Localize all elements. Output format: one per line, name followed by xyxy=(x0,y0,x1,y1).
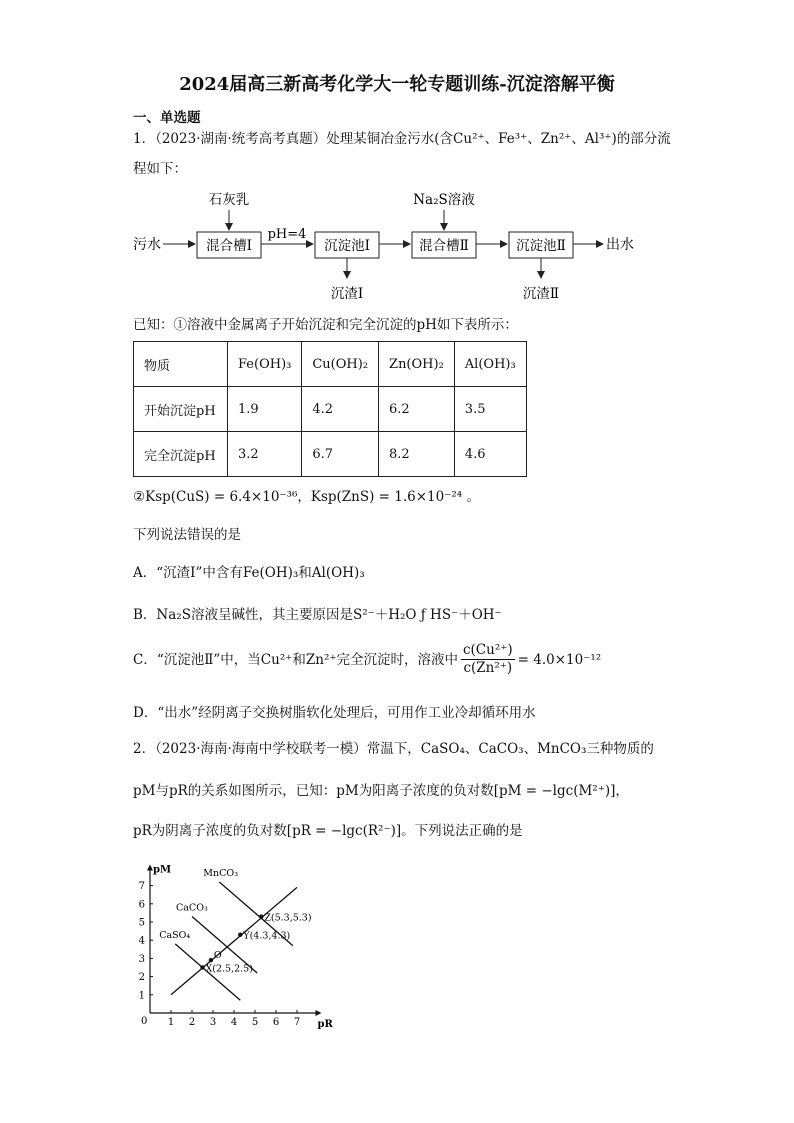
table-cell: 4.2 xyxy=(302,387,379,432)
flow-box2-label: 沉淀池Ⅰ xyxy=(324,238,370,254)
data-point xyxy=(259,914,263,918)
y-tick-label: 2 xyxy=(138,972,145,984)
q1-known1: 已知：①溶液中金属离子开始沉淀和完全沉淀的pH如下表所示： xyxy=(133,317,518,333)
y-tick-label: 5 xyxy=(138,917,145,929)
table-cell: 完全沉淀pH xyxy=(134,432,228,477)
series-label: CaSO₄ xyxy=(159,929,191,941)
flow-residue1: 沉渣Ⅰ xyxy=(330,286,364,302)
x-axis-label: pR xyxy=(317,1019,333,1030)
y-tick-label: 1 xyxy=(138,990,145,1002)
flow-box1-label: 混合槽Ⅰ xyxy=(206,238,252,254)
q1-line2: 程如下： xyxy=(133,161,187,177)
x-tick-label: 3 xyxy=(209,1017,217,1028)
fraction-numerator: c(Cu²⁺) xyxy=(462,642,513,658)
x-tick-label: 7 xyxy=(293,1017,301,1028)
table-cell: 8.2 xyxy=(379,432,455,477)
flow-reagent2: Na₂S溶液 xyxy=(413,192,475,208)
x-tick-label: 5 xyxy=(251,1017,259,1028)
x-tick-label: 1 xyxy=(167,1017,175,1028)
data-point xyxy=(238,933,242,937)
data-point-label: Z(5.3,5.3) xyxy=(264,912,312,924)
x-tick-label: 2 xyxy=(188,1017,196,1028)
table-header-cell: Al(OH)₃ xyxy=(454,342,526,387)
table-row xyxy=(134,387,527,432)
precipitation-table xyxy=(133,341,527,477)
q2-line3: pR为阴离子浓度的负对数[pR = −lgc(R²⁻)]。下列说法正确的是 xyxy=(133,823,523,839)
x-axis-arrow xyxy=(316,1010,322,1016)
x-tick-label: 6 xyxy=(272,1017,280,1028)
table-cell: 开始沉淀pH xyxy=(134,387,228,432)
flow-residue2: 沉渣Ⅱ xyxy=(522,286,560,302)
flow-diagram xyxy=(133,188,673,308)
y-tick-label: 4 xyxy=(138,935,145,947)
q1-option-a[interactable]: A．“沉渣Ⅰ”中含有Fe(OH)₃和Al(OH)₃ xyxy=(133,565,365,581)
y-tick-label: 3 xyxy=(138,953,145,965)
table-row xyxy=(134,432,527,477)
table-cell: 6.2 xyxy=(379,387,455,432)
y-tick-label: 7 xyxy=(138,881,145,893)
q1-option-d[interactable]: D．“出水”经阴离子交换树脂软化处理后，可用作工业冷却循环用水 xyxy=(133,705,536,721)
section-heading: 一、单选题 xyxy=(133,110,201,126)
fraction-denominator: c(Zn²⁺) xyxy=(463,660,513,676)
page-title: 2024届高三新高考化学大一轮专题训练-沉淀溶解平衡 xyxy=(179,74,615,95)
fraction xyxy=(461,642,515,677)
origin-label: 0 xyxy=(141,1016,148,1027)
table-cell: 3.2 xyxy=(228,432,302,477)
q1-option-c[interactable] xyxy=(133,642,601,677)
q1-option-b[interactable]: B．Na₂S溶液呈碱性，其主要原因是S²⁻＋H₂O ƒ HS⁻＋OH⁻ xyxy=(133,607,502,623)
data-point-label: X(2.5,2.5) xyxy=(205,963,253,975)
table-row xyxy=(134,342,527,387)
data-point-label: Y(4.3,4.3) xyxy=(243,930,291,942)
flow-output: 出水 xyxy=(606,237,634,253)
data-point xyxy=(209,958,213,962)
y-axis-label: pM xyxy=(153,864,172,876)
table-header-cell: Cu(OH)₂ xyxy=(302,342,379,387)
table-header-cell: 物质 xyxy=(134,342,228,387)
x-tick-label: 4 xyxy=(230,1017,238,1028)
q2-line2: pM与pR的关系如图所示，已知：pM为阳离子浓度的负对数[pM = −lgc(M²⁺)]， xyxy=(133,783,629,799)
table-cell: 4.6 xyxy=(454,432,526,477)
q1-line1: 1．（2023·湖南·统考高考真题）处理某铜冶金污水(含Cu²⁺、Fe³⁺、Zn²⁺、Al³⁺)的部分流 xyxy=(133,131,671,147)
q1-stem: 下列说法错误的是 xyxy=(133,527,241,543)
flow-ph-label: pH=4 xyxy=(267,227,307,242)
y-tick-label: 6 xyxy=(138,899,145,911)
flow-box3-label: 混合槽Ⅱ xyxy=(419,238,469,254)
data-point xyxy=(200,965,204,969)
pm-pr-chart xyxy=(128,855,348,1035)
flow-box4-label: 沉淀池Ⅱ xyxy=(516,238,566,254)
q1-option-c-suffix: = 4.0×10⁻¹² xyxy=(517,651,602,668)
series-label: CaCO₃ xyxy=(176,902,208,914)
table-cell: 3.5 xyxy=(454,387,526,432)
flow-reagent1: 石灰乳 xyxy=(208,192,250,208)
table-cell: 1.9 xyxy=(228,387,302,432)
flow-input: 污水 xyxy=(133,237,161,253)
q1-option-c-prefix: C．“沉淀池Ⅱ”中，当Cu²⁺和Zn²⁺完全沉淀时，溶液中 xyxy=(133,651,458,668)
table-header-cell: Fe(OH)₃ xyxy=(228,342,302,387)
q2-line1: 2．（2023·海南·海南中学校联考一模）常温下，CaSO₄、CaCO₃、MnCO₃三种物质的 xyxy=(133,741,654,757)
table-header-cell: Zn(OH)₂ xyxy=(379,342,455,387)
data-point-label: O xyxy=(213,950,222,962)
series-label: MnCO₃ xyxy=(203,867,239,879)
q1-known2: ②Ksp(CuS) = 6.4×10⁻³⁶，Ksp(ZnS) = 1.6×10⁻²⁴ 。 xyxy=(133,489,480,505)
table-cell: 6.7 xyxy=(302,432,379,477)
